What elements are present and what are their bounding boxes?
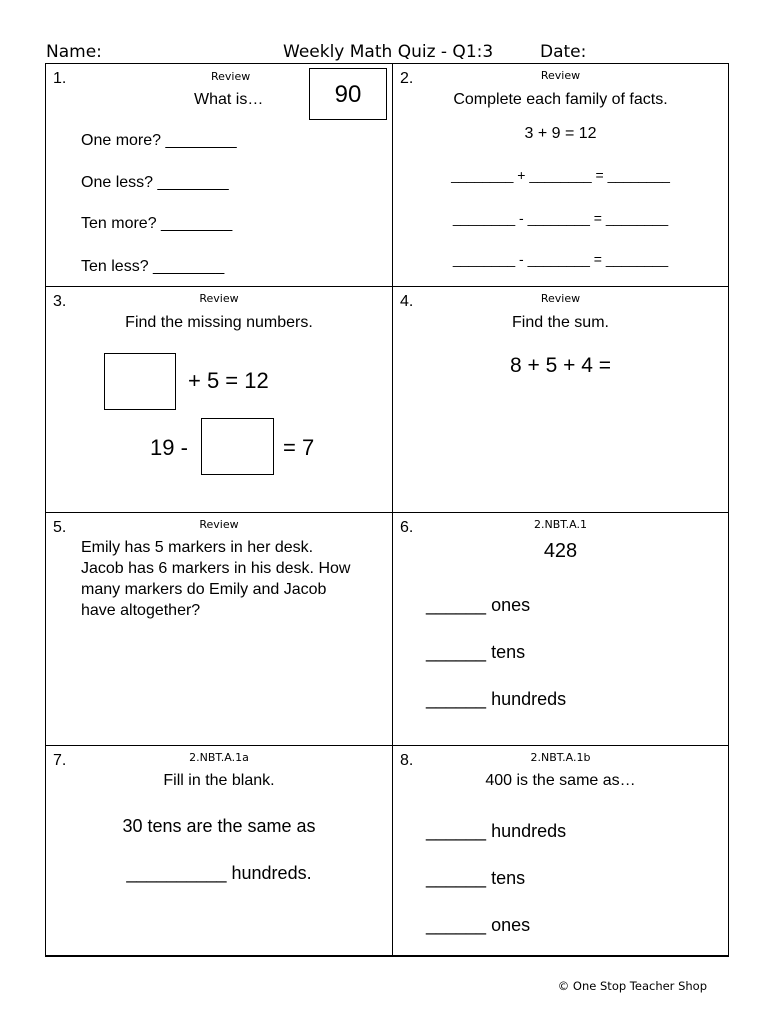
date-label: Date: [540, 42, 587, 62]
question-1 [46, 64, 392, 286]
standard-label: Review [199, 518, 239, 531]
fact-blank-line[interactable]: ________ + ________ = ________ [451, 167, 670, 183]
answer-line[interactable]: ______ tens [426, 642, 526, 662]
question-6 [393, 513, 728, 745]
missing-number-box[interactable] [104, 353, 176, 410]
question-2 [393, 64, 728, 286]
answer-line[interactable]: One less? ________ [81, 174, 229, 191]
question-number: 1. [53, 70, 67, 87]
equation-part: + 5 = 12 [188, 368, 269, 393]
standard-label: 2.NBT.A.1a [189, 751, 249, 764]
fact-blank-line[interactable]: ________ - ________ = ________ [452, 251, 669, 267]
answer-line[interactable]: Ten less? ________ [81, 258, 225, 275]
number-box [309, 68, 387, 120]
answer-line[interactable]: ______ tens [426, 868, 526, 888]
question-grid [45, 63, 729, 957]
question-number: 3. [53, 293, 67, 310]
answer-line[interactable]: ______ hundreds [426, 689, 567, 709]
question-prompt: Find the sum. [512, 314, 609, 331]
equation-part: 19 - [150, 435, 188, 460]
worksheet-header [46, 42, 728, 64]
place-value-number: 428 [543, 540, 578, 562]
standard-label: Review [540, 292, 581, 305]
box-value: 90 [334, 81, 362, 108]
question-number: 5. [53, 519, 67, 536]
word-problem-line: Emily has 5 markers in her desk. [81, 539, 314, 556]
standard-label: 2.NBT.A.1b [530, 751, 591, 764]
equation-part: = 7 [283, 435, 315, 460]
question-prompt: Find the missing numbers. [125, 314, 313, 331]
question-3 [46, 287, 392, 512]
question-prompt: Complete each family of facts. [453, 91, 668, 108]
word-problem-line: have altogether? [81, 602, 201, 619]
standard-label: Review [211, 70, 251, 83]
copyright-footer: © One Stop Teacher Shop [557, 979, 707, 993]
sum-expression: 8 + 5 + 4 = [509, 354, 611, 377]
standard-label: Review [199, 292, 239, 305]
word-problem-line: Jacob has 6 markers in his desk. How [81, 560, 351, 577]
question-prompt: What is… [194, 91, 264, 108]
question-7 [46, 746, 392, 956]
word-problem-line: many markers do Emily and Jacob [81, 581, 327, 598]
fill-blank-answer[interactable]: __________ hundreds. [126, 863, 312, 883]
question-prompt: Fill in the blank. [163, 772, 275, 789]
name-label: Name: [46, 42, 102, 62]
question-5 [46, 513, 392, 745]
standard-label: 2.NBT.A.1 [533, 518, 587, 531]
question-number: 8. [400, 752, 414, 769]
question-prompt: 400 is the same as… [485, 772, 636, 789]
answer-line[interactable]: Ten more? ________ [81, 215, 233, 232]
answer-line[interactable]: ______ ones [426, 915, 531, 935]
answer-line[interactable]: ______ hundreds [426, 821, 567, 841]
question-number: 7. [53, 752, 67, 769]
answer-line[interactable]: One more? ________ [81, 132, 237, 149]
question-number: 2. [400, 70, 414, 87]
question-4 [393, 287, 728, 512]
fill-blank-line: 30 tens are the same as [122, 816, 316, 836]
fact-equation: 3 + 9 = 12 [524, 125, 597, 142]
missing-number-box[interactable] [201, 418, 274, 475]
standard-label: Review [540, 69, 581, 82]
question-number: 4. [400, 293, 414, 310]
answer-line[interactable]: ______ ones [426, 595, 531, 615]
question-8 [393, 746, 728, 956]
question-number: 6. [400, 519, 414, 536]
fact-blank-line[interactable]: ________ - ________ = ________ [452, 210, 669, 226]
worksheet-title: Weekly Math Quiz - Q1:3 [283, 42, 494, 62]
